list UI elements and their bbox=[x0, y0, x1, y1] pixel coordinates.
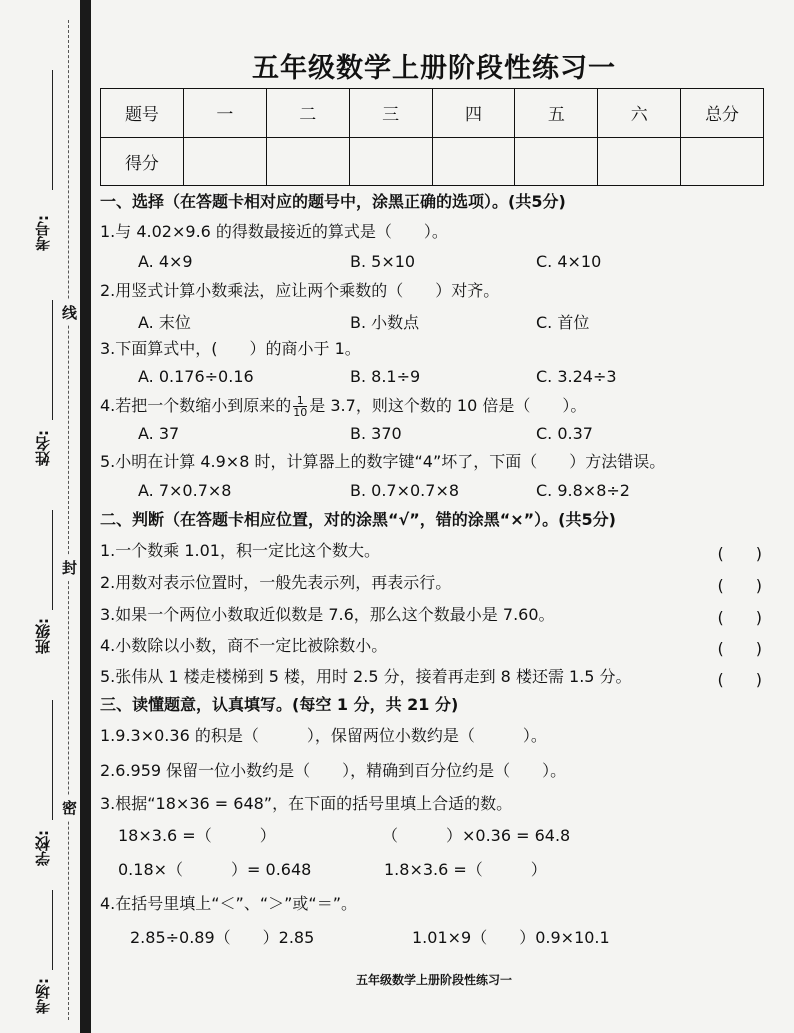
option-c[interactable]: C. 9.8×8÷2 bbox=[536, 481, 630, 500]
s3-question-2[interactable]: 2.6.959 保留一位小数约是（ ），精确到百分位约是（ ）。 bbox=[100, 761, 567, 780]
school-blank[interactable] bbox=[52, 700, 53, 820]
option-a[interactable]: A. 末位 bbox=[138, 313, 191, 332]
score-header-cell: 题号 bbox=[101, 89, 184, 138]
fraction bbox=[293, 395, 307, 418]
score-header-cell: 三 bbox=[349, 89, 432, 138]
s1-q2-options bbox=[138, 310, 738, 330]
option-a[interactable]: A. 4×9 bbox=[138, 252, 193, 271]
s2-answer-4[interactable]: ( ) bbox=[717, 639, 762, 658]
s1-question-2: 2.用竖式计算小数乘法，应让两个乘数的（ ）对齐。 bbox=[100, 281, 500, 300]
s2-item-5: 5.张伟从 1 楼走楼梯到 5 楼，用时 2.5 分，接着再走到 8 楼还需 1.5 分。 bbox=[100, 667, 632, 686]
name-label: 姓名: bbox=[34, 430, 52, 466]
score-cell[interactable] bbox=[349, 137, 432, 186]
score-table-score-row bbox=[101, 137, 764, 186]
option-a[interactable]: A. 37 bbox=[138, 424, 180, 443]
score-cell[interactable] bbox=[266, 137, 349, 186]
option-b[interactable]: B. 小数点 bbox=[350, 313, 420, 332]
score-cell[interactable] bbox=[681, 137, 764, 186]
s2-answer-2[interactable]: ( ) bbox=[717, 576, 762, 595]
binding-margin bbox=[0, 0, 80, 1033]
s1-q4-options bbox=[138, 424, 738, 444]
seal-mark-line: 线 bbox=[62, 300, 77, 325]
s3-q3-blank-c[interactable]: 0.18×（ ）= 0.648 bbox=[118, 860, 312, 879]
q4-text-a: 4.若把一个数缩小到原来的 bbox=[100, 396, 292, 415]
s3-q3-blank-d[interactable]: 1.8×3.6 =（ ） bbox=[384, 860, 547, 879]
s2-answer-5[interactable]: ( ) bbox=[717, 670, 762, 689]
s1-question-1: 1.与 4.02×9.6 的得数最接近的算式是（ ）。 bbox=[100, 222, 448, 241]
q4-text-b: 是 3.7，则这个数的 10 倍是（ ）。 bbox=[309, 396, 587, 415]
exam-no-label: 考号: bbox=[34, 215, 52, 251]
score-header-cell: 一 bbox=[183, 89, 266, 138]
score-cell[interactable] bbox=[183, 137, 266, 186]
binding-bar bbox=[80, 0, 91, 1033]
section3-heading: 三、读懂题意，认真填写。(每空 1 分，共 21 分) bbox=[100, 695, 459, 714]
s3-q4-compare-a[interactable]: 2.85÷0.89（ ）2.85 bbox=[130, 928, 315, 947]
page-title: 五年级数学上册阶段性练习一 bbox=[252, 53, 616, 84]
s3-question-4: 4.在括号里填上“＜”、“＞”或“＝”。 bbox=[100, 894, 358, 913]
score-header-cell: 二 bbox=[266, 89, 349, 138]
s1-q1-options bbox=[138, 252, 738, 272]
s3-q4-compare-b[interactable]: 1.01×9（ ）0.9×10.1 bbox=[412, 928, 610, 947]
s1-question-3: 3.下面算式中，( ）的商小于 1。 bbox=[100, 339, 361, 358]
school-label: 学校: bbox=[34, 830, 52, 866]
seal-mark-secret: 密 bbox=[62, 795, 77, 820]
option-b[interactable]: B. 5×10 bbox=[350, 252, 416, 271]
s2-answer-3[interactable]: ( ) bbox=[717, 608, 762, 627]
room-label: 考场: bbox=[34, 978, 52, 1014]
score-header-cell: 六 bbox=[598, 89, 681, 138]
score-table bbox=[100, 88, 764, 186]
s3-question-3: 3.根据“18×36 = 648”，在下面的括号里填上合适的数。 bbox=[100, 794, 513, 813]
s2-item-4: 4.小数除以小数，商不一定比被除数小。 bbox=[100, 636, 388, 655]
score-header-cell: 四 bbox=[432, 89, 515, 138]
option-c[interactable]: C. 3.24÷3 bbox=[536, 367, 617, 386]
score-cell[interactable] bbox=[515, 137, 598, 186]
s3-question-1[interactable]: 1.9.3×0.36 的积是（ ），保留两位小数约是（ ）。 bbox=[100, 726, 547, 745]
option-c[interactable]: C. 4×10 bbox=[536, 252, 602, 271]
score-header-cell: 总分 bbox=[681, 89, 764, 138]
s2-answer-1[interactable]: ( ) bbox=[717, 544, 762, 563]
option-b[interactable]: B. 370 bbox=[350, 424, 402, 443]
option-a[interactable]: A. 0.176÷0.16 bbox=[138, 367, 254, 386]
s1-question-4 bbox=[100, 395, 586, 418]
fraction-denominator: 10 bbox=[293, 406, 308, 419]
s1-q3-options bbox=[138, 367, 738, 387]
option-b[interactable]: B. 0.7×0.7×8 bbox=[350, 481, 460, 500]
score-header-cell: 五 bbox=[515, 89, 598, 138]
page-footer: 五年级数学上册阶段性练习一 bbox=[355, 973, 512, 987]
room-blank[interactable] bbox=[52, 890, 53, 970]
section2-heading: 二、判断（在答题卡相应位置，对的涂黑“√”，错的涂黑“×”）。(共5分) bbox=[100, 510, 616, 529]
score-row-label: 得分 bbox=[101, 137, 184, 186]
score-cell[interactable] bbox=[432, 137, 515, 186]
section1-heading: 一、选择（在答题卡相对应的题号中，涂黑正确的选项）。(共5分) bbox=[100, 192, 566, 211]
seal-mark-seal: 封 bbox=[62, 555, 77, 580]
exam-no-blank[interactable] bbox=[52, 70, 53, 190]
class-blank[interactable] bbox=[52, 510, 53, 610]
s1-q5-options bbox=[138, 481, 738, 501]
s1-question-5: 5.小明在计算 4.9×8 时，计算器上的数字键“4”坏了，下面（ ）方法错误。 bbox=[100, 452, 666, 471]
fraction-numerator: 1 bbox=[293, 395, 307, 407]
s2-item-1: 1.一个数乘 1.01，积一定比这个数大。 bbox=[100, 541, 380, 560]
s2-item-2: 2.用数对表示位置时，一般先表示列，再表示行。 bbox=[100, 573, 452, 592]
s2-item-3: 3.如果一个两位小数取近似数是 7.6，那么这个数最小是 7.60。 bbox=[100, 605, 555, 624]
score-cell[interactable] bbox=[598, 137, 681, 186]
s3-q3-blank-a[interactable]: 18×3.6 =（ ） bbox=[118, 826, 276, 845]
s3-q3-blank-b[interactable]: （ ）×0.36 = 64.8 bbox=[382, 826, 571, 845]
option-b[interactable]: B. 8.1÷9 bbox=[350, 367, 421, 386]
seal-dashed-line bbox=[68, 20, 69, 1020]
class-label: 班级: bbox=[34, 618, 52, 654]
name-blank[interactable] bbox=[52, 300, 53, 420]
score-table-header-row bbox=[101, 89, 764, 138]
option-a[interactable]: A. 7×0.7×8 bbox=[138, 481, 232, 500]
option-c[interactable]: C. 首位 bbox=[536, 313, 590, 332]
option-c[interactable]: C. 0.37 bbox=[536, 424, 593, 443]
